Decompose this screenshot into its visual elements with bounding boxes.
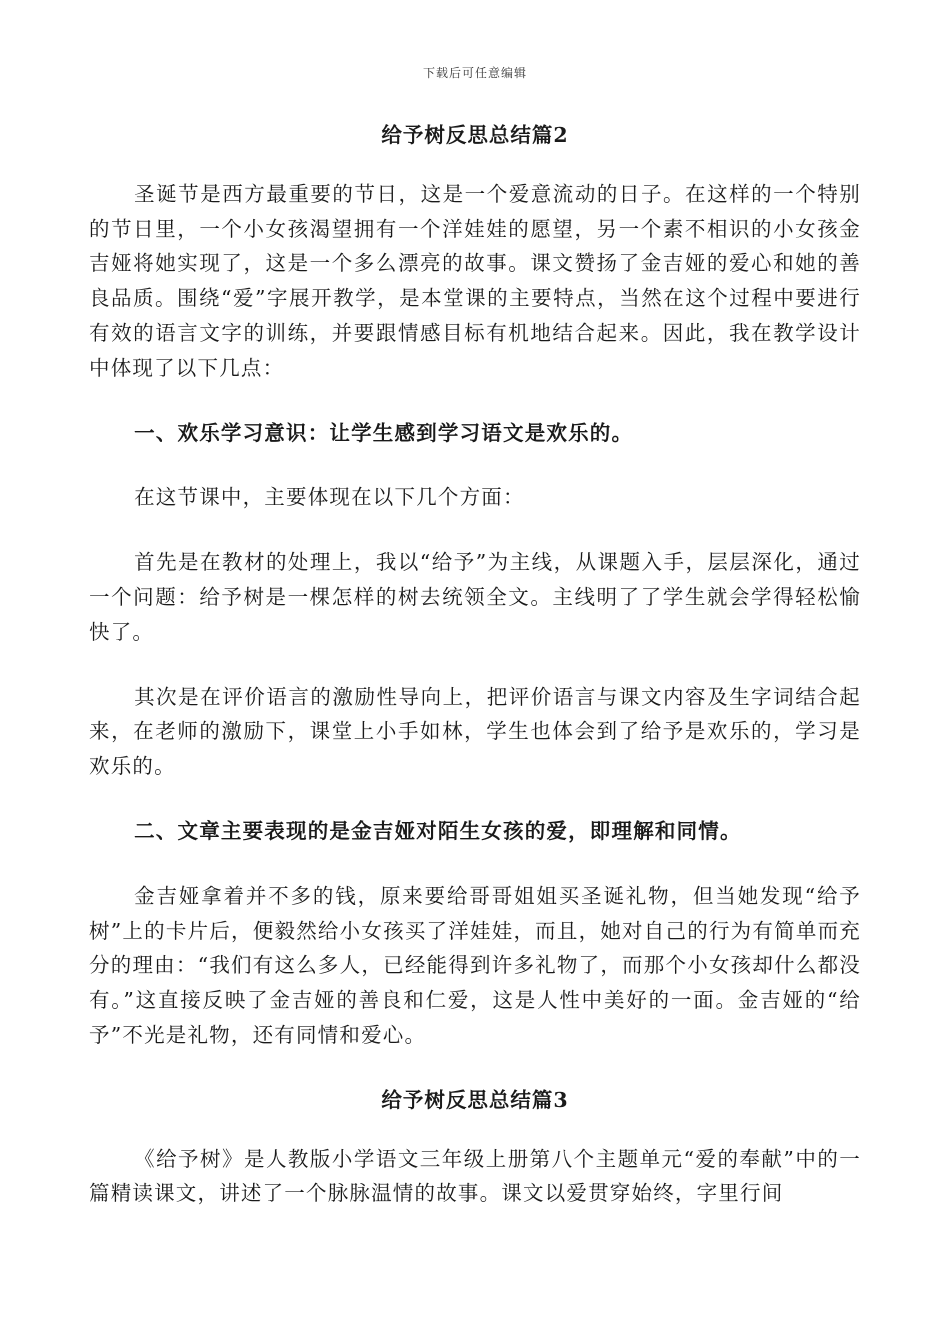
point-1-heading: 一、欢乐学习意识：让学生感到学习语文是欢乐的。 <box>134 420 634 445</box>
point-1-paragraph: 在这节课中，主要体现在以下几个方面： <box>134 485 525 510</box>
header-note: 下载后可任意编辑 <box>422 66 527 80</box>
point-2-heading: 二、文章主要表现的是金吉娅对陌生女孩的爱，即理解和同情。 <box>134 818 742 843</box>
intro-paragraph: 圣诞节是西方最重要的节日，这是一个爱意流动的日子。在这样的一个特别的节日里，一个小女孩渴望拥有一个洋娃娃的愿望，另一个素不相识的小女孩金吉娅将她实现了，这是一个多么漂亮的故事。课文赞扬了金吉娅的爱心和她的善良品质。围绕“爱”字展开教学，是本堂课的主要特点，当然在这个过程中要进行有效的语言文字的训练，并要跟情感目标有机地结合起来。因此，我在教学设计中体现了以下几点： <box>89 181 861 380</box>
section-3-paragraph: 《给予树》是人教版小学语文三年级上册第八个主题单元“爱的奉献”中的一篇精读课文，讲述了一个脉脉温情的故事。课文以爱贯穿始终，字里行间 <box>89 1146 861 1206</box>
point-1-paragraph: 首先是在教材的处理上，我以“给予”为主线，从课题入手，层层深化，通过一个问题：给予树是一棵怎样的树去统领全文。主线明了了学生就会学得轻松愉快了。 <box>89 550 861 644</box>
document-body <box>89 118 861 1241</box>
section-title: 给予树反思总结篇2 <box>381 123 569 147</box>
point-2-paragraph: 金吉娅拿着并不多的钱，原来要给哥哥姐姐买圣诞礼物，但当她发现“给予树”上的卡片后，便毅然给小女孩买了洋娃娃，而且，她对自己的行为有简单而充分的理由：“我们有这么多人，已经能得到许多礼物了，而那个小女孩却什么都没有。”这直接反映了金吉娅的善良和仁爱，这是人性中美好的一面。金吉娅的“给予”不光是礼物，还有同情和爱心。 <box>89 883 861 1047</box>
section-title: 给予树反思总结篇3 <box>381 1087 569 1112</box>
point-1-paragraph: 其次是在评价语言的激励性导向上，把评价语言与课文内容及生字词结合起来，在老师的激励下，课堂上小手如林，学生也体会到了给予是欢乐的，学习是欢乐的。 <box>89 684 861 779</box>
